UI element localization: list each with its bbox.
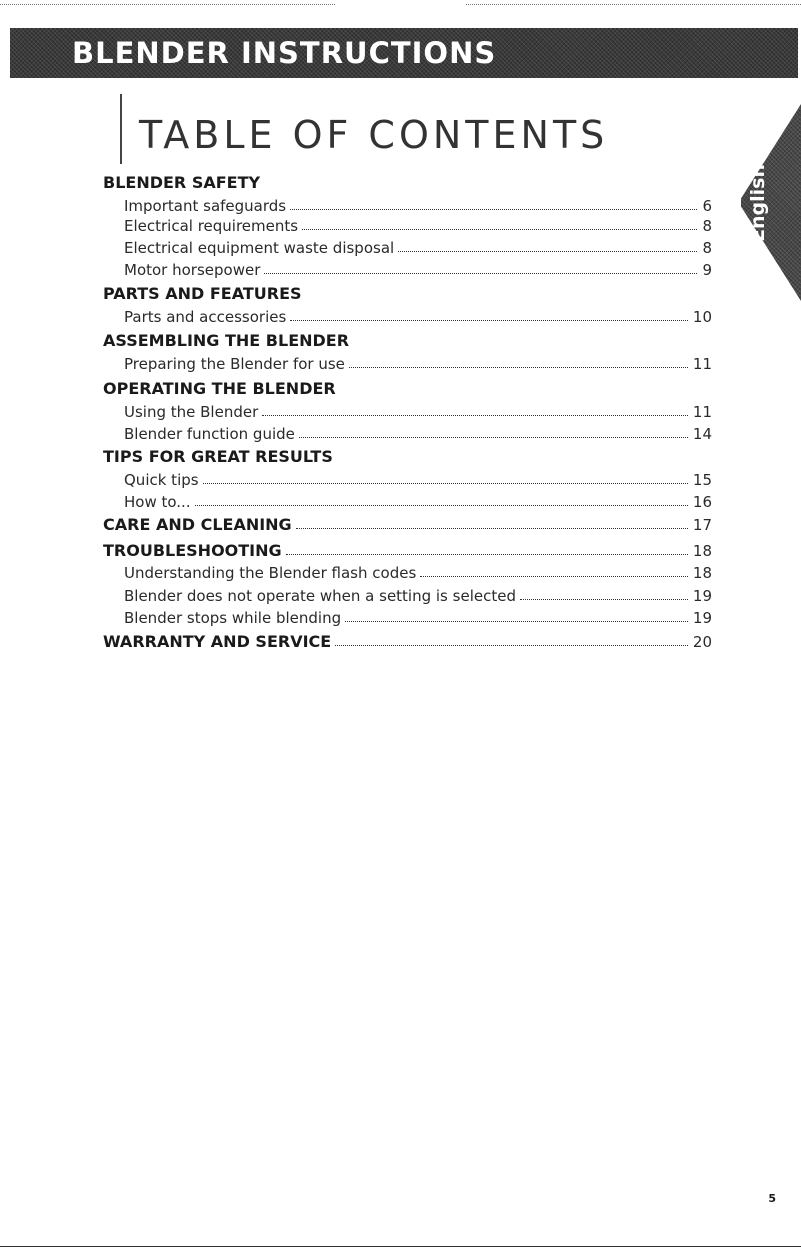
toc-page-number: 17 [692, 516, 712, 534]
toc-page-number: 6 [702, 197, 712, 215]
toc-section-label: ASSEMBLING THE BLENDER [103, 331, 350, 350]
toc-dot-leader [302, 229, 697, 230]
toc-page-number: 18 [692, 564, 712, 582]
toc-dot-leader [398, 251, 697, 252]
toc-page-number: 11 [692, 355, 712, 373]
toc-page-number: 15 [692, 471, 712, 489]
toc-section-label: WARRANTY AND SERVICE [103, 632, 332, 651]
toc-dot-leader [264, 273, 697, 274]
toc-entry [0, 607, 801, 629]
toc-entry-label: Using the Blender [124, 403, 259, 421]
header-banner [10, 28, 798, 78]
toc-entry-label: Understanding the Blender flash codes [124, 564, 417, 582]
toc-page-number: 11 [692, 403, 712, 421]
toc-entry-label: Preparing the Blender for use [124, 355, 345, 373]
toc-entry [0, 491, 801, 513]
toc-entry [0, 215, 801, 237]
toc-entry-label: Electrical equipment waste disposal [124, 239, 395, 257]
banner-title: BLENDER INSTRUCTIONS [72, 36, 497, 70]
toc-dot-leader [262, 415, 688, 416]
toc-dot-leader [349, 367, 688, 368]
toc-entry [0, 353, 801, 375]
toc-dot-leader [290, 209, 697, 210]
toc-title: TABLE OF CONTENTS [139, 113, 609, 157]
toc-entry-label: Blender function guide [124, 425, 295, 443]
toc-entry-label: Quick tips [124, 471, 199, 489]
toc-dot-leader [345, 621, 688, 622]
toc-dot-leader [299, 437, 688, 438]
toc-entry-label: Blender stops while blending [124, 609, 342, 627]
toc-entry-label: Important safeguards [124, 197, 287, 215]
toc-entry-label: Motor horsepower [124, 261, 261, 279]
toc-section [0, 514, 801, 536]
toc-entry [0, 306, 801, 328]
toc-title-bar [120, 94, 122, 164]
toc-page-number: 16 [692, 493, 712, 511]
toc-dot-leader [195, 505, 688, 506]
toc-entry [0, 237, 801, 259]
toc-dot-leader [520, 599, 688, 600]
toc-page-number: 18 [692, 542, 712, 560]
toc-entry [0, 401, 801, 423]
toc-entry [0, 585, 801, 607]
toc-entry-label: How to... [124, 493, 191, 511]
toc-section-label: TIPS FOR GREAT RESULTS [103, 447, 333, 466]
language-tab-label: English [747, 164, 769, 242]
toc-dot-leader [420, 576, 688, 577]
toc-section-label: OPERATING THE BLENDER [103, 379, 336, 398]
toc-section-label: PARTS AND FEATURES [103, 284, 302, 303]
toc-entry-label: Parts and accessories [124, 308, 287, 326]
top-dotted-rule-right [466, 4, 801, 5]
toc-page-number: 10 [692, 308, 712, 326]
toc-page-number: 20 [692, 633, 712, 651]
toc-entry-label: Blender does not operate when a setting is selected [124, 587, 516, 605]
toc-section-label: BLENDER SAFETY [103, 173, 261, 192]
toc-section [0, 172, 801, 194]
toc-page-number: 8 [702, 239, 712, 257]
toc-entry [0, 469, 801, 491]
toc-dot-leader [296, 528, 688, 529]
toc-entry [0, 423, 801, 445]
toc-section-label: TROUBLESHOOTING [103, 541, 282, 560]
bottom-rule [0, 1246, 801, 1247]
toc-entry [0, 195, 801, 217]
toc-section [0, 631, 801, 653]
toc-page-number: 19 [692, 587, 712, 605]
toc-dot-leader [335, 645, 688, 646]
toc-section-label: CARE AND CLEANING [103, 515, 292, 534]
toc-page-number: 14 [692, 425, 712, 443]
toc-entry [0, 562, 801, 584]
toc-dot-leader [290, 320, 688, 321]
toc-section [0, 446, 801, 468]
toc-section [0, 283, 801, 305]
top-dotted-rule-left [0, 4, 335, 5]
toc-entry [0, 259, 801, 281]
toc-section [0, 330, 801, 352]
toc-section [0, 540, 801, 562]
toc-dot-leader [286, 554, 688, 555]
toc-page-number: 8 [702, 217, 712, 235]
toc-section [0, 378, 801, 400]
toc-page-number: 19 [692, 609, 712, 627]
page-number: 5 [768, 1192, 776, 1205]
toc-entry-label: Electrical requirements [124, 217, 299, 235]
toc-dot-leader [203, 483, 688, 484]
toc-page-number: 9 [702, 261, 712, 279]
